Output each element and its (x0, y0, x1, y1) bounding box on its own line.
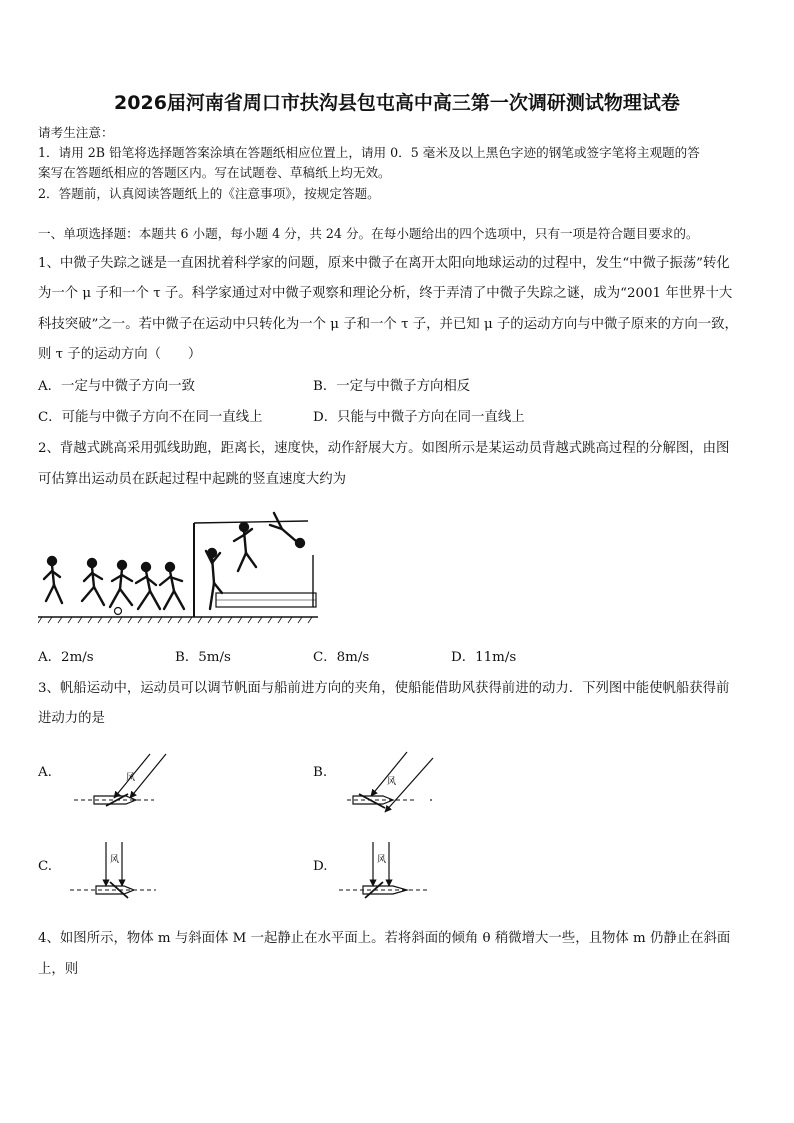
q3-line-1: 3、帆船运动中，运动员可以调节帆面与船前进方向的夹角，使船能借助风获得前进的动力．下列图中能使帆船获得前 (38, 681, 730, 696)
q2-option-b[interactable]: B．5m/s (175, 650, 231, 665)
q1-option-c[interactable]: C．可能与中微子方向不在同一直线上 (38, 410, 263, 425)
sailboat-figure-b (345, 748, 445, 818)
q4-line-2: 上，则 (38, 962, 79, 977)
q3-option-b[interactable]: B. (313, 765, 328, 780)
q1-option-d[interactable]: D．只能与中微子方向在同一直线上 (313, 410, 525, 425)
q2-option-a[interactable]: A．2m/s (38, 650, 94, 665)
wind-label-b: 风 (387, 777, 397, 787)
q3-option-a[interactable]: A. (38, 765, 52, 780)
q3-option-c[interactable]: C. (38, 859, 53, 874)
notice-line-2: 2．答题前，认真阅读答题纸上的《注意事项》，按规定答题。 (38, 186, 380, 201)
q1-line-2: 为一个 μ 子和一个 τ 子。科学家通过对中微子观察和理论分析，终于弄清了中微子失踪之谜，成为“2001 年世界十大 (38, 286, 733, 301)
notice-heading: 请考生注意： (38, 125, 114, 140)
q1-option-a[interactable]: A．一定与中微子方向一致 (38, 379, 195, 394)
sailboat-figure-c (66, 838, 166, 903)
q4-line-1: 4、如图所示，物体 m 与斜面体 M 一起静止在水平面上。若将斜面的倾角 θ 稍微增大一些，且物体 m 仍静止在斜面 (38, 931, 731, 946)
notice-line-1b: 案写在答题纸相应的答题区内。写在试题卷、草稿纸上均无效。 (38, 165, 391, 180)
sailboat-figure-a (70, 748, 180, 813)
wind-label-a: 风 (126, 773, 136, 783)
q2-line-2: 可估算出运动员在跃起过程中起跳的竖直速度大约为 (38, 472, 346, 487)
q3-option-d[interactable]: D. (313, 859, 328, 874)
q1-option-b[interactable]: B．一定与中微子方向相反 (313, 379, 471, 394)
q1-line-3: 科技突破”之一。若中微子在运动中只转化为一个 μ 子和一个 τ 子，并已知 μ 子的运动方向与中微子原来的方向一致， (38, 317, 738, 332)
page-title: 2026届河南省周口市扶沟县包屯高中高三第一次调研测试物理试卷 (114, 92, 680, 114)
q2-option-d[interactable]: D．11m/s (451, 650, 517, 665)
q3-line-2: 进动力的是 (38, 711, 105, 726)
wind-label-d: 风 (377, 855, 387, 865)
q1-line-1: 1、中微子失踪之谜是一直困扰着科学家的问题，原来中微子在离开太阳向地球运动的过程中，发生“中微子振荡”转化 (38, 256, 730, 271)
q2-option-c[interactable]: C．8m/s (313, 650, 370, 665)
section-heading: 一、单项选择题：本题共 6 小题，每小题 4 分，共 24 分。在每小题给出的四个选项中，只有一项是符合题目要求的。 (38, 226, 699, 241)
notice-line-1a: 1．请用 2B 铅笔将选择题答案涂填在答题纸相应位置上，请用 0．5 毫米及以上黑色字迹的钢笔或签字笔将主观题的答 (38, 145, 700, 160)
q1-line-4: 则 τ 子的运动方向（ ） (38, 347, 202, 362)
sailboat-figure-d (335, 838, 435, 903)
wind-label-c: 风 (110, 855, 120, 865)
high-jump-figure (38, 505, 328, 630)
q2-line-1: 2、背越式跳高采用弧线助跑，距离长，速度快，动作舒展大方。如图所示是某运动员背越式跳高过程的分解图，由图 (38, 441, 730, 456)
